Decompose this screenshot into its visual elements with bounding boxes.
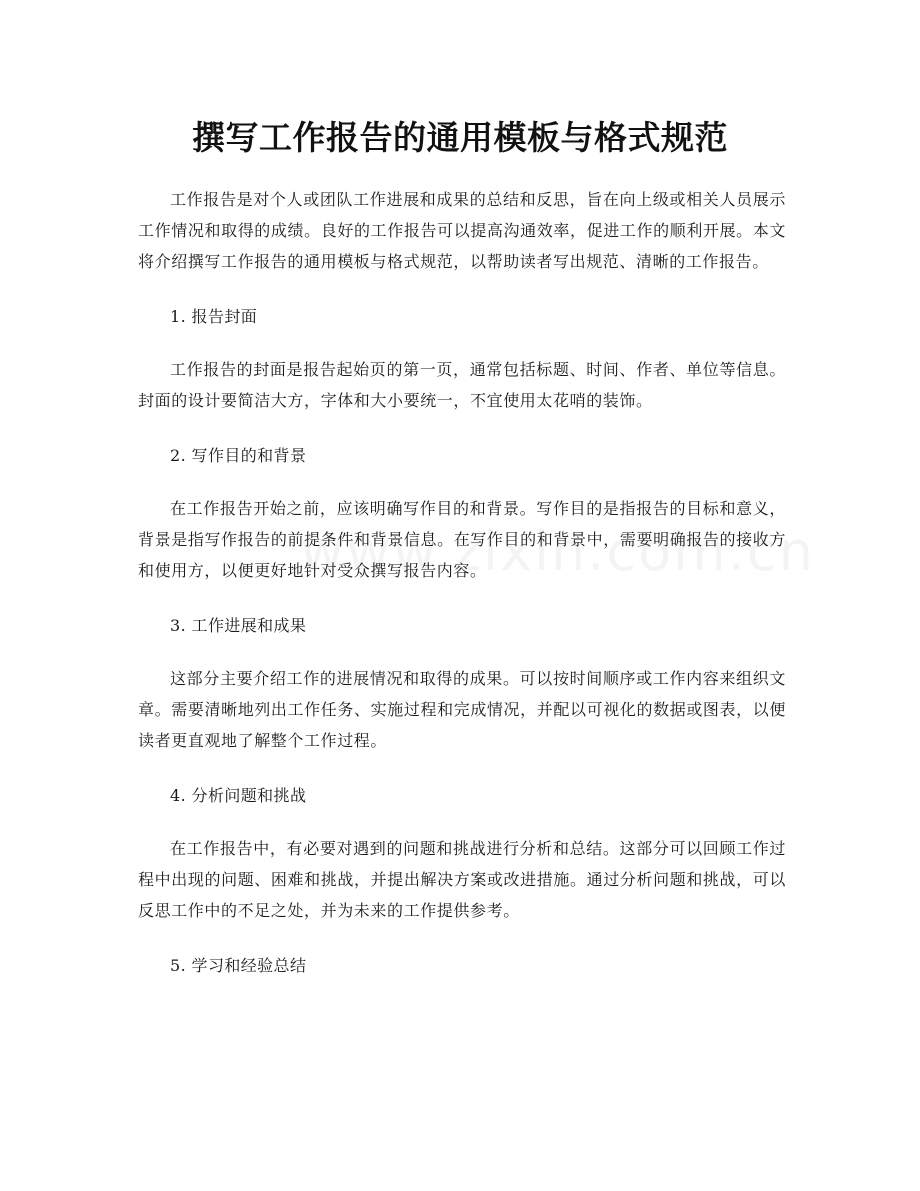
section-heading-purpose: 2. 写作目的和背景	[170, 446, 307, 465]
section-body-problems: 在工作报告中，有必要对遇到的问题和挑战进行分析和总结。这部分可以回顾工作过程中出现的问题、困难和挑战，并提出解决方案或改进措施。通过分析问题和挑战，可以反思工作中的不足之处，并为未来的工作提供参考。	[138, 839, 786, 920]
section-body-cover: 工作报告的封面是报告起始页的第一页，通常包括标题、时间、作者、单位等信息。封面的设计要简洁大方，字体和大小要统一，不宜使用太花哨的装饰。	[138, 360, 786, 410]
section-body-purpose: 在工作报告开始之前，应该明确写作目的和背景。写作目的是指报告的目标和意义，背景是指写作报告的前提条件和背景信息。在写作目的和背景中，需要明确报告的接收方和使用方，以便更好地针对受众撰写报告内容。	[138, 499, 786, 580]
section-heading-progress: 3. 工作进展和成果	[170, 616, 307, 635]
section-heading-cover: 1. 报告封面	[170, 307, 258, 326]
section-heading-problems: 4. 分析问题和挑战	[170, 786, 307, 805]
document-body	[138, 184, 786, 981]
section-heading-summary: 5. 学习和经验总结	[170, 956, 307, 975]
intro-paragraph: 工作报告是对个人或团队工作进展和成果的总结和反思，旨在向上级或相关人员展示工作情况和取得的成绩。良好的工作报告可以提高沟通效率，促进工作的顺利开展。本文将介绍撰写工作报告的通用模板与格式规范，以帮助读者写出规范、清晰的工作报告。	[138, 190, 786, 271]
page-title: 撰写工作报告的通用模板与格式规范	[192, 118, 728, 157]
section-body-progress: 这部分主要介绍工作的进展情况和取得的成果。可以按时间顺序或工作内容来组织文章。需要清晰地列出工作任务、实施过程和完成情况，并配以可视化的数据或图表，以便读者更直观地了解整个工作过程。	[138, 669, 786, 750]
